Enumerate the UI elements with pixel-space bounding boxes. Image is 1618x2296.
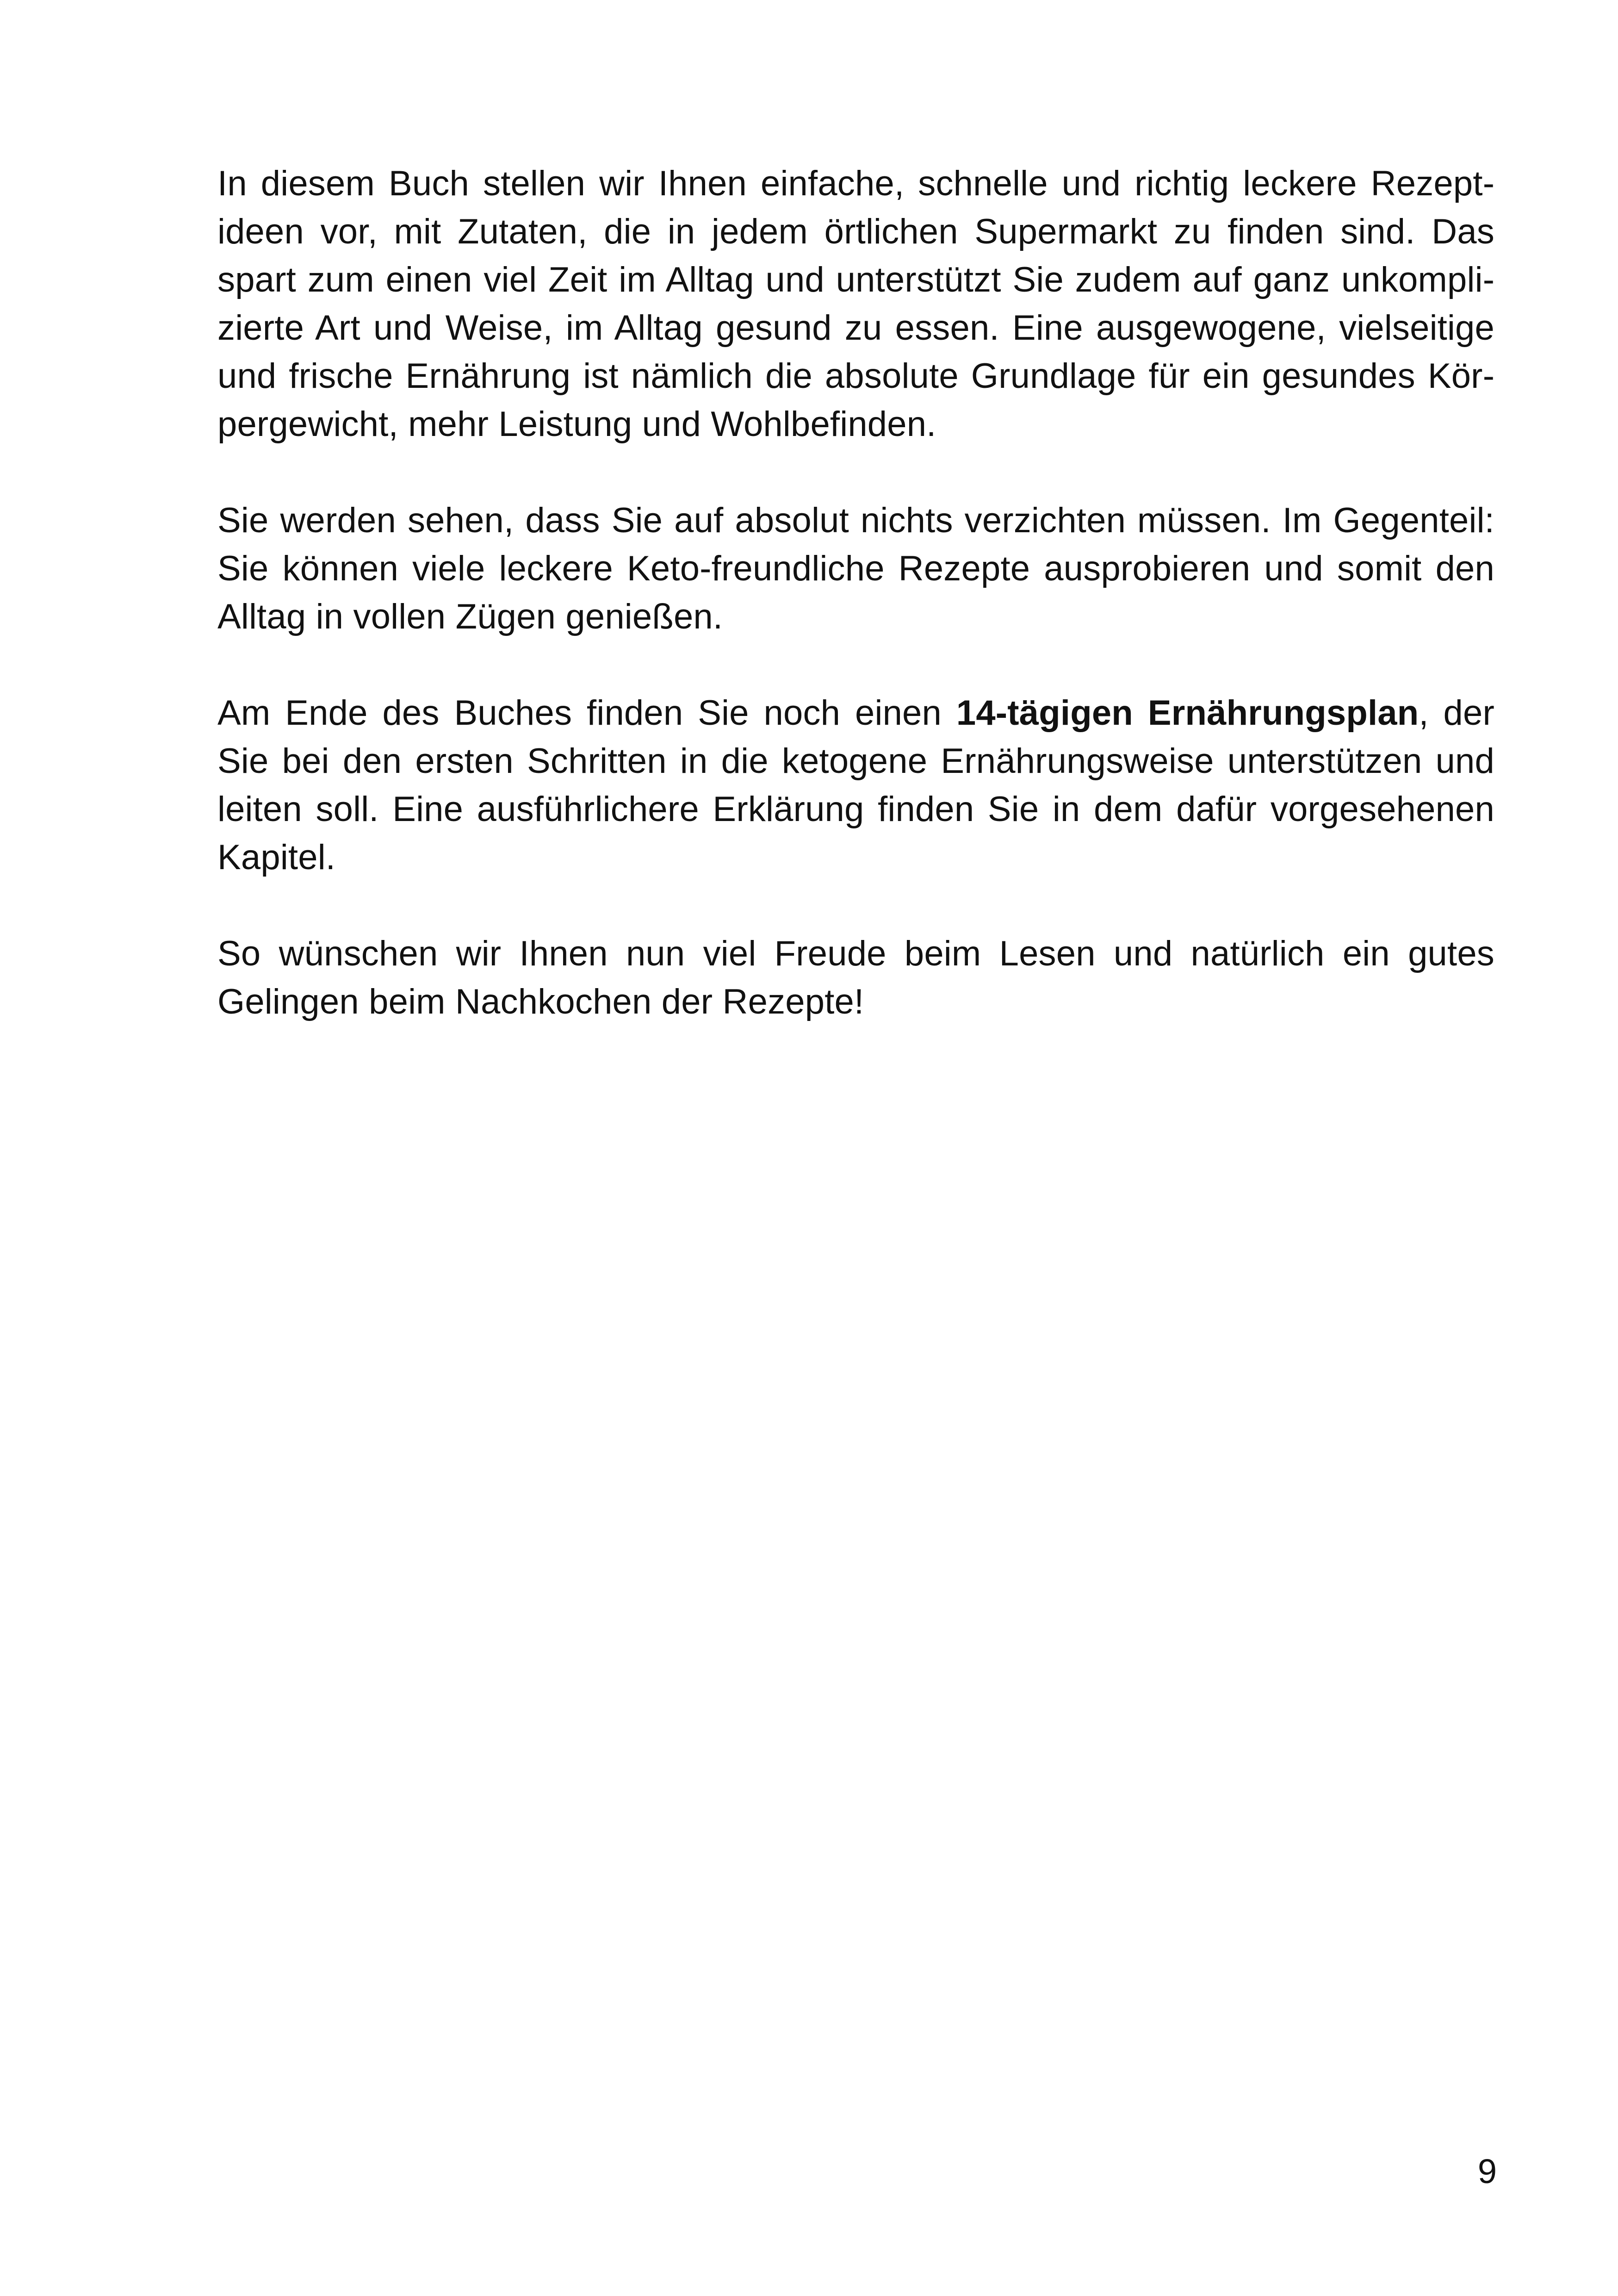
paragraph-closing: So wünschen wir Ihnen nun viel Freude beim Lesen und natürlich ein gutes Gelingen beim Nachkochen der Rezepte! xyxy=(217,934,1494,1021)
meal-plan-text-before: Am Ende des Buches finden Sie noch einen xyxy=(217,693,956,733)
page-number: 9 xyxy=(1477,2152,1497,2190)
paragraph-no-sacrifice: Sie werden sehen, dass Sie auf absolut nichts verzichten müssen. Im Gegenteil: Sie können viele leckere Keto-freundliche Rezepte ausprobieren und somit den Alltag in vollen Zügen genießen. xyxy=(217,501,1494,636)
meal-plan-highlight: 14-tägigen Ernährungsplan xyxy=(956,693,1419,733)
paragraph-meal-plan xyxy=(217,689,1494,882)
meal-plan-text-after: , der Sie bei den ersten Schritten in die ketogene Ernährungsweise unterstützen und leiten soll. Eine ausführlichere Erklärung finden Sie in dem dafür vorgesehenen Kapitel. xyxy=(217,693,1495,877)
paragraph-intro: In diesem Buch stellen wir Ihnen einfache, schnelle und richtig leckere Rezeptideen vor, mit Zutaten, die in jedem örtlichen Supermarkt zu finden sind. Das spart zum einen viel Zeit im Alltag und unterstützt Sie zudem auf ganz unkomplizierte Art und Weise, im Alltag gesund zu essen. Eine ausgewogene, vielseitige und frische Ernährung ist nämlich die absolute Grundlage für ein gesundes Körpergewicht, mehr Leistung und Wohlbefinden. xyxy=(217,164,1494,444)
body-text xyxy=(217,160,1494,1074)
